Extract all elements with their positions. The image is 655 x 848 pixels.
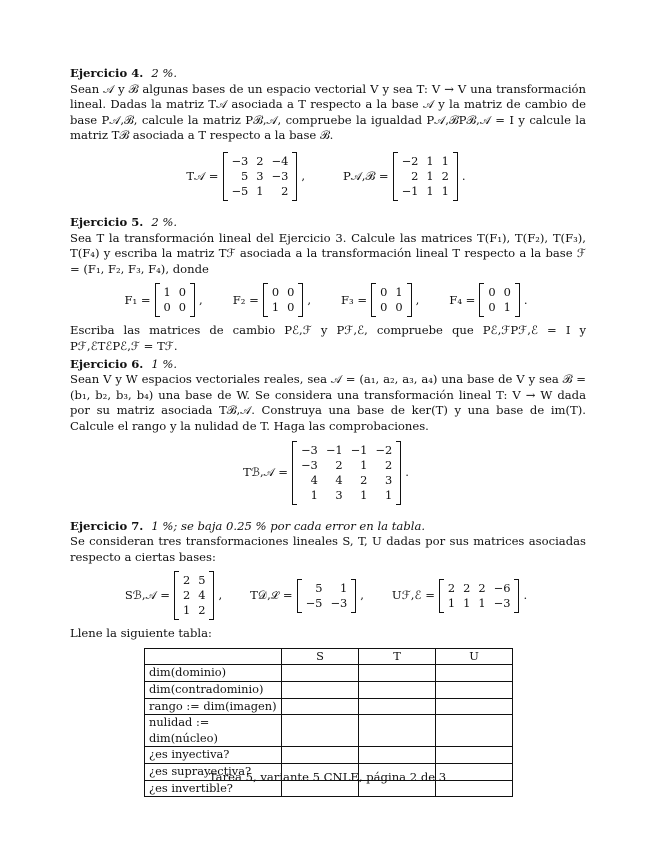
exercise-5-title: Ejercicio 5. (70, 214, 144, 229)
matrix-s-ba: Sℬ,𝒜 = 2 5 2 4 1 2 , (125, 571, 226, 620)
exercise-5-after: Escriba las matrices de cambio Pℰ,ℱ y Pℱ,ℰ, compruebe que Pℰ,ℱPℱ,ℰ = I y Pℱ,ℰTℰPℰ,ℱ = Tℱ. (70, 323, 586, 353)
matrix-p-ab-grid: −2 1 1 2 1 2 −1 1 1 (401, 153, 449, 198)
matrix-p-ab: P𝒜,ℬ = −2 1 1 2 1 2 −1 1 1 . (343, 152, 470, 201)
document-body (70, 66, 586, 797)
matrix-f4: F₄ = 0 0 0 1 . (449, 283, 531, 317)
exercise-4-text: Sean 𝒜 y ℬ algunas bases de un espacio vectorial V y sea T: V → V una transformación lineal. Dadas la matriz T𝒜 asociada a T respecto a la base 𝒜 y la matriz de cambio de base P𝒜,ℬ, calcule la matriz Pℬ,𝒜, compruebe la igualdad P𝒜,ℬPℬ,𝒜 = I y calcule la matriz Tℬ asociada a T respecto a la base ℬ. (70, 81, 586, 143)
exercise-5-percent: 2 %. (151, 214, 178, 229)
table-row: nulidad := dim(núcleo) (145, 715, 513, 747)
table-row: rango := dim(imagen) (145, 698, 513, 715)
answer-table-header (145, 648, 513, 665)
exercise-4-title: Ejercicio 4. (70, 66, 144, 80)
exercise-6-text: Sean V y W espacios vectoriales reales, sea 𝒜 = (a₁, a₂, a₃, a₄) una base de V y sea ℬ = (b₁, b₂, b₃, b₄) una base de W. Se considera una transformación lineal T: V → W dada por su matriz asociada Tℬ,𝒜. Construya una base de ker(T) y una base de im(T). Calcule el rango y la nulidad de T. Haga las comprobaciones. (70, 372, 586, 433)
matrix-t-dl: T𝒟,ℒ = 5 1 −5 −3 , (250, 579, 368, 613)
exercise-6-percent: 1 %. (151, 356, 178, 371)
exercise-7-percent: 1 %; se baja 0.25 % por cada error en la tabla. (151, 518, 426, 533)
exercise-7-text: Se consideran tres transformaciones lineales S, T, U dadas por sus matrices asociadas respecto a ciertas bases: (70, 534, 586, 564)
table-row: dim(dominio) (145, 665, 513, 682)
table-row: ¿es inyectiva? (145, 747, 513, 764)
matrix-f3: F₃ = 0 1 0 0 , (341, 283, 423, 317)
table-row: ¿es suprayectiva? (145, 764, 513, 781)
table-row: dim(contradominio) (145, 682, 513, 699)
matrix-t-ba: Tℬ,𝒜 = −3 −1 −1 −2 −3 2 1 2 4 4 2 3 1 3 1 1 . (243, 441, 413, 505)
exercise-5-matrices (70, 283, 586, 317)
exercise-4-percent: 2 %. (151, 66, 178, 80)
col-s: S (282, 648, 359, 665)
exercise-7-matrices (70, 571, 586, 620)
table-row: ¿es invertible? (145, 780, 513, 797)
matrix-t-a-grid: −3 2 −4 5 3 −3 −5 1 2 (231, 153, 289, 198)
matrix-p-ab-label: P𝒜,ℬ = (343, 168, 389, 183)
exercise-5 (70, 215, 586, 277)
exercise-5-text: Sea T la transformación lineal del Ejercicio 3. Calcule las matrices T(F₁), T(F₂), T(F₃), T(F₄) y escriba la matriz Tℱ asociada a la transformación lineal T respecto a la base ℱ = (F₁, F₂, F₃, F₄), donde (70, 230, 586, 276)
exercise-7-fill-instruction: Llene la siguiente tabla: (70, 626, 212, 641)
matrix-f1: F₁ = 1 0 0 0 , (124, 283, 206, 317)
exercise-7-title: Ejercicio 7. (70, 518, 144, 533)
exercise-6 (70, 357, 586, 435)
exercise-4-matrices (70, 152, 586, 201)
exercise-6-matrix (70, 441, 586, 505)
matrix-u-fe: Uℱ,ℰ = 2 2 2 −6 1 1 1 −3 . (392, 579, 531, 613)
exercise-4 (70, 66, 586, 144)
page-footer: Tarea 5, variante 5 CNLE, página 2 de 3 (208, 770, 447, 784)
exercise-7 (70, 519, 586, 566)
matrix-t-a: T𝒜 = −3 2 −4 5 3 −3 −5 1 2 , (186, 152, 309, 201)
col-u: U (436, 648, 513, 665)
exercise-6-title: Ejercicio 6. (70, 356, 144, 371)
matrix-f2: F₂ = 0 0 1 0 , (233, 283, 315, 317)
col-t: T (359, 648, 436, 665)
matrix-t-a-label: T𝒜 = (186, 168, 219, 183)
